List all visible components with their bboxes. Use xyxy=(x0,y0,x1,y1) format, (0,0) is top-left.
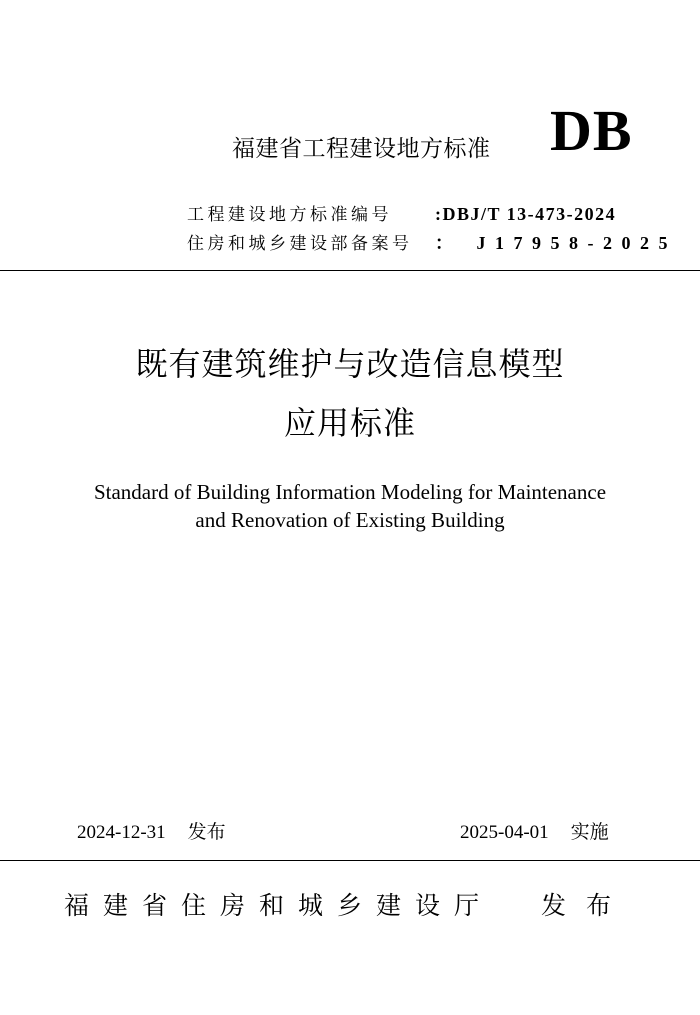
top-divider xyxy=(0,270,700,271)
standard-number-value: :DBJ/T 13-473-2024 xyxy=(435,204,617,224)
record-number-row xyxy=(187,229,677,255)
implement-date: 2025-04-01 xyxy=(460,822,549,843)
implement-date-block xyxy=(460,817,609,844)
standard-number-row xyxy=(187,200,616,225)
publish-date-block xyxy=(77,817,226,844)
record-number-value: ： J17958-2025 xyxy=(435,233,677,253)
publish-date: 2024-12-31 xyxy=(77,822,166,843)
bottom-divider xyxy=(0,860,700,861)
title-en-line2: and Renovation of Existing Building xyxy=(195,508,505,532)
issuer-name: 福建省住房和城乡建设厅 xyxy=(64,891,494,920)
db-mark: DB xyxy=(550,98,633,163)
title-zh-line2: 应用标准 xyxy=(283,404,416,442)
standard-type-label: 福建省工程建设地方标准 xyxy=(232,136,491,162)
implement-label: 实施 xyxy=(570,821,609,843)
issue-label: 发布 xyxy=(541,891,632,920)
title-en-line1: Standard of Building Information Modeling for Maintenance xyxy=(93,480,607,504)
record-number-label: 住房和城乡建设部备案号 xyxy=(187,234,413,254)
publish-label: 发布 xyxy=(187,821,226,843)
title-zh-line1: 既有建筑维护与改造信息模型 xyxy=(135,345,565,383)
standard-number-label: 工程建设地方标准编号 xyxy=(187,205,392,225)
